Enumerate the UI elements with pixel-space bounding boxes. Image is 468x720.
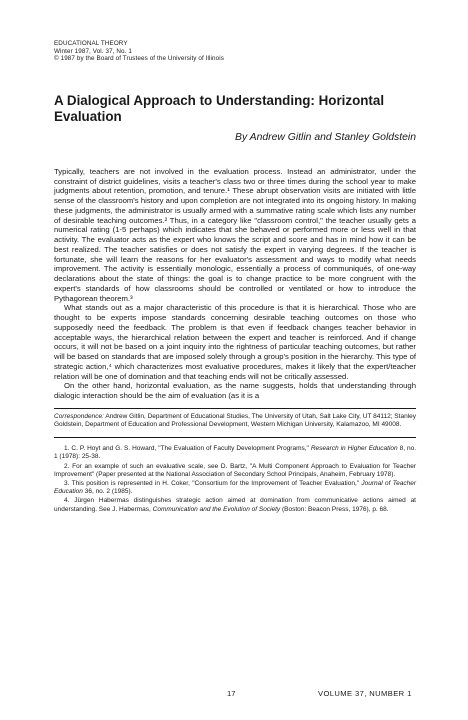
footnote-3: 3. This position is represented in H. Coker, "Consortium for the Improvement of Teacher Evaluation," Journal of Teacher Education 36, no. 2 (1985). xyxy=(54,480,417,496)
page-number: 17 xyxy=(227,689,236,698)
journal-issue: Winter 1987, Vol. 37, No. 1 xyxy=(54,47,132,55)
title-line-2: Evaluation xyxy=(54,108,122,124)
body-paragraph-3: On the other hand, horizontal evaluation, as the name suggests, holds that understanding through dialogic interaction should be the aim of evaluation (as it is a xyxy=(54,381,416,401)
article-body xyxy=(54,167,416,401)
footnote-divider xyxy=(54,437,416,438)
correspondence-label: Correspondence: xyxy=(54,412,104,420)
footnote-4: 4. Jürgen Habermas distinguishes strategic action aimed at domination from communicative actions aimed at understanding. See J. Habermas, Communication and the Evolution of Society (Boston: Beacon Press, 1976), p. 68. xyxy=(54,497,416,513)
correspondence-divider xyxy=(54,408,416,409)
title-line-1: A Dialogical Approach to Understanding: Horizontal xyxy=(54,92,385,108)
body-paragraph-2: What stands out as a major characteristic of this procedure is that it is hierarchical. Those who are thought to be experts impose standards concerning desirable teaching outcomes on those who supposedly need the feedback. The problem is that even if feedback changes teacher behavior in acceptable ways, the hierarchical relation between the expert and teacher is reinforced. And if change occurs, it will not be based on a joint inquiry into the rightness of particular teaching outcomes, but rather will be based on standards that are imposed solely through a group's position in the hierarchy. This type of strategic action,⁴ which characterizes most evaluative procedures, makes it likely that the expert/teacher relation will be one of domination and that teaching ends will not be critically assessed. xyxy=(54,303,416,381)
body-paragraph-1: Typically, teachers are not involved in the evaluation process. Instead an administrator, under the constraint of district guidelines, visits a teacher's class two or three times during the school year to make judgments about retention, promotion, and tenure.¹ These abrupt observation visits are initiated with little sense of the classroom's history and upon completion are not integrated into its ongoing history. In making these judgments, the administrator is usually armed with a summative rating scale which lists any number of desirable teaching outcomes.² Thus, in a category like "classroom control," the teacher usually gets a numerical rating (1-5 perhaps) which indicates that she behaved or performed more or less well in that activity. The evaluator acts as the expert who knows the script and score and has in mind how it can be best realized. The teacher satisfies or does not satisfy the expert in varying degrees. If the teacher is fortunate, she will learn the reasons for her evaluator's assessment and ways to modify what needs improvement. The activity is essentially monologic, essentially a process of communiqués, of one-way declarations about the state of things: the goal is to change practice to be more congruent with the expert's standards of how classrooms should be controlled or ventilated or how to introduce the Pythagorean theorem.³ xyxy=(54,166,416,303)
article-title xyxy=(54,93,416,125)
article-authors: By Andrew Gitlin and Stanley Goldstein xyxy=(235,131,416,143)
footnote-1: 1. C. P. Hoyt and G. S. Howard, "The Evaluation of Faculty Development Programs," Research in Higher Education 8, no. 1 (1978): 25-38. xyxy=(54,445,417,461)
correspondence-text: Andrew Gitlin, Department of Educational Studies, The University of Utah, Salt Lake City, UT 84112; Stanley Goldstein, Department of Education and Professional Development, Western Michigan University, Kalamazoo, MI 49008. xyxy=(54,412,416,428)
journal-name: EDUCATIONAL THEORY xyxy=(54,40,128,47)
volume-number: VOLUME 37, NUMBER 1 xyxy=(318,689,412,698)
footnotes xyxy=(54,445,416,514)
journal-header xyxy=(54,40,416,63)
footnote-2: 2. For an example of such an evaluative scale, see D. Bartz, "A Multi Component Approach to Evaluation for Teacher Improvement" (Paper presented at the National Association of Secondary School Principals, Anaheim, February 1978). xyxy=(54,462,416,478)
journal-copyright: © 1987 by the Board of Trustees of the University of Illinois xyxy=(54,55,224,63)
correspondence-note xyxy=(54,413,416,429)
article-page xyxy=(54,40,416,515)
